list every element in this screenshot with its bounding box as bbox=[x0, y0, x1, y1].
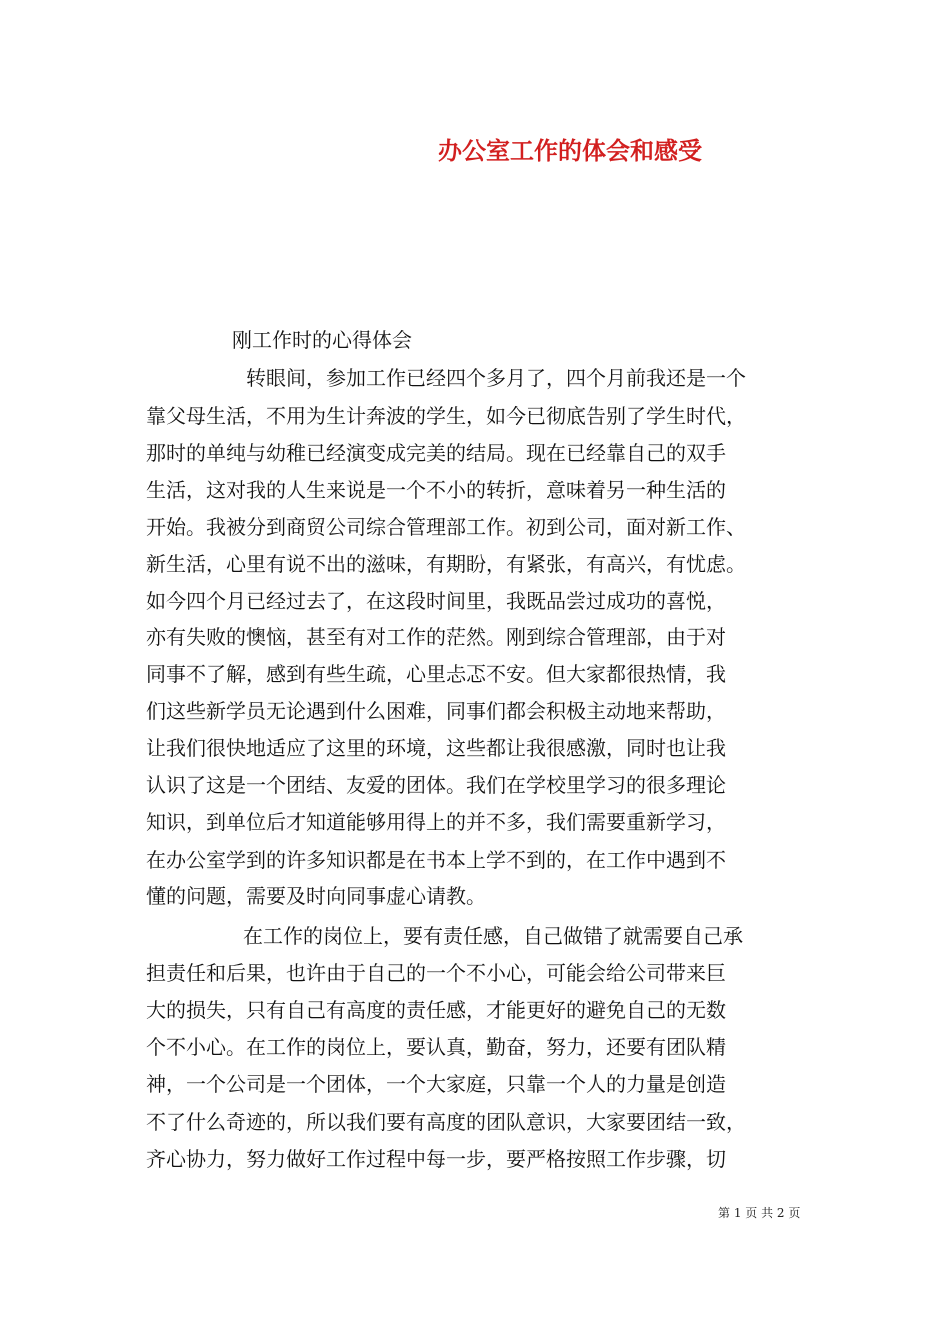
paragraph-line: 大的损失，只有自己有高度的责任感，才能更好的避免自己的无数 bbox=[146, 998, 726, 1022]
document-subtitle: 刚工作时的心得体会 bbox=[232, 328, 412, 352]
paragraph-line: 个不小心。在工作的岗位上，要认真，勤奋，努力，还要有团队精 bbox=[146, 1035, 726, 1059]
paragraph-line: 不了什么奇迹的，所以我们要有高度的团队意识，大家要团结一致， bbox=[146, 1110, 746, 1134]
paragraph-line: 同事不了解，感到有些生疏，心里忐忑不安。但大家都很热情，我 bbox=[146, 662, 726, 686]
paragraph-line: 认识了这是一个团结、友爱的团体。我们在学校里学习的很多理论 bbox=[146, 773, 726, 797]
paragraph-line: 懂的问题，需要及时向同事虚心请教。 bbox=[146, 884, 486, 908]
document-title: 办公室工作的体会和感受 bbox=[438, 136, 702, 165]
paragraph-line: 担责任和后果，也许由于自己的一个不小心，可能会给公司带来巨 bbox=[146, 961, 726, 985]
paragraph-line: 如今四个月已经过去了，在这段时间里，我既品尝过成功的喜悦， bbox=[146, 589, 726, 613]
paragraph-line: 神，一个公司是一个团体，一个大家庭，只靠一个人的力量是创造 bbox=[146, 1072, 726, 1096]
paragraph-line: 知识，到单位后才知道能够用得上的并不多，我们需要重新学习， bbox=[146, 810, 726, 834]
paragraph-line: 靠父母生活，不用为生计奔波的学生，如今已彻底告别了学生时代， bbox=[146, 404, 746, 428]
paragraph-line: 亦有失败的懊恼，甚至有对工作的茫然。刚到综合管理部，由于对 bbox=[146, 625, 726, 649]
paragraph-line: 让我们很快地适应了这里的环境，这些都让我很感激，同时也让我 bbox=[146, 736, 726, 760]
paragraph-line: 生活，这对我的人生来说是一个不小的转折，意味着另一种生活的 bbox=[146, 478, 726, 502]
paragraph-line: 齐心协力，努力做好工作过程中每一步，要严格按照工作步骤，切 bbox=[146, 1147, 726, 1171]
paragraph-line: 开始。我被分到商贸公司综合管理部工作。初到公司，面对新工作、 bbox=[146, 515, 746, 539]
page-footer: 第 1 页 共 2 页 bbox=[718, 1206, 801, 1220]
paragraph-line: 那时的单纯与幼稚已经演变成完美的结局。现在已经靠自己的双手 bbox=[146, 441, 726, 465]
paragraph-line: 新生活，心里有说不出的滋味，有期盼，有紧张，有高兴，有忧虑。 bbox=[146, 552, 746, 576]
paragraph-line: 转眼间，参加工作已经四个多月了，四个月前我还是一个 bbox=[246, 366, 746, 390]
paragraph-line: 在办公室学到的许多知识都是在书本上学不到的，在工作中遇到不 bbox=[146, 848, 726, 872]
paragraph-line: 们这些新学员无论遇到什么困难，同事们都会积极主动地来帮助， bbox=[146, 699, 726, 723]
paragraph-line: 在工作的岗位上，要有责任感，自己做错了就需要自己承 bbox=[243, 924, 743, 948]
